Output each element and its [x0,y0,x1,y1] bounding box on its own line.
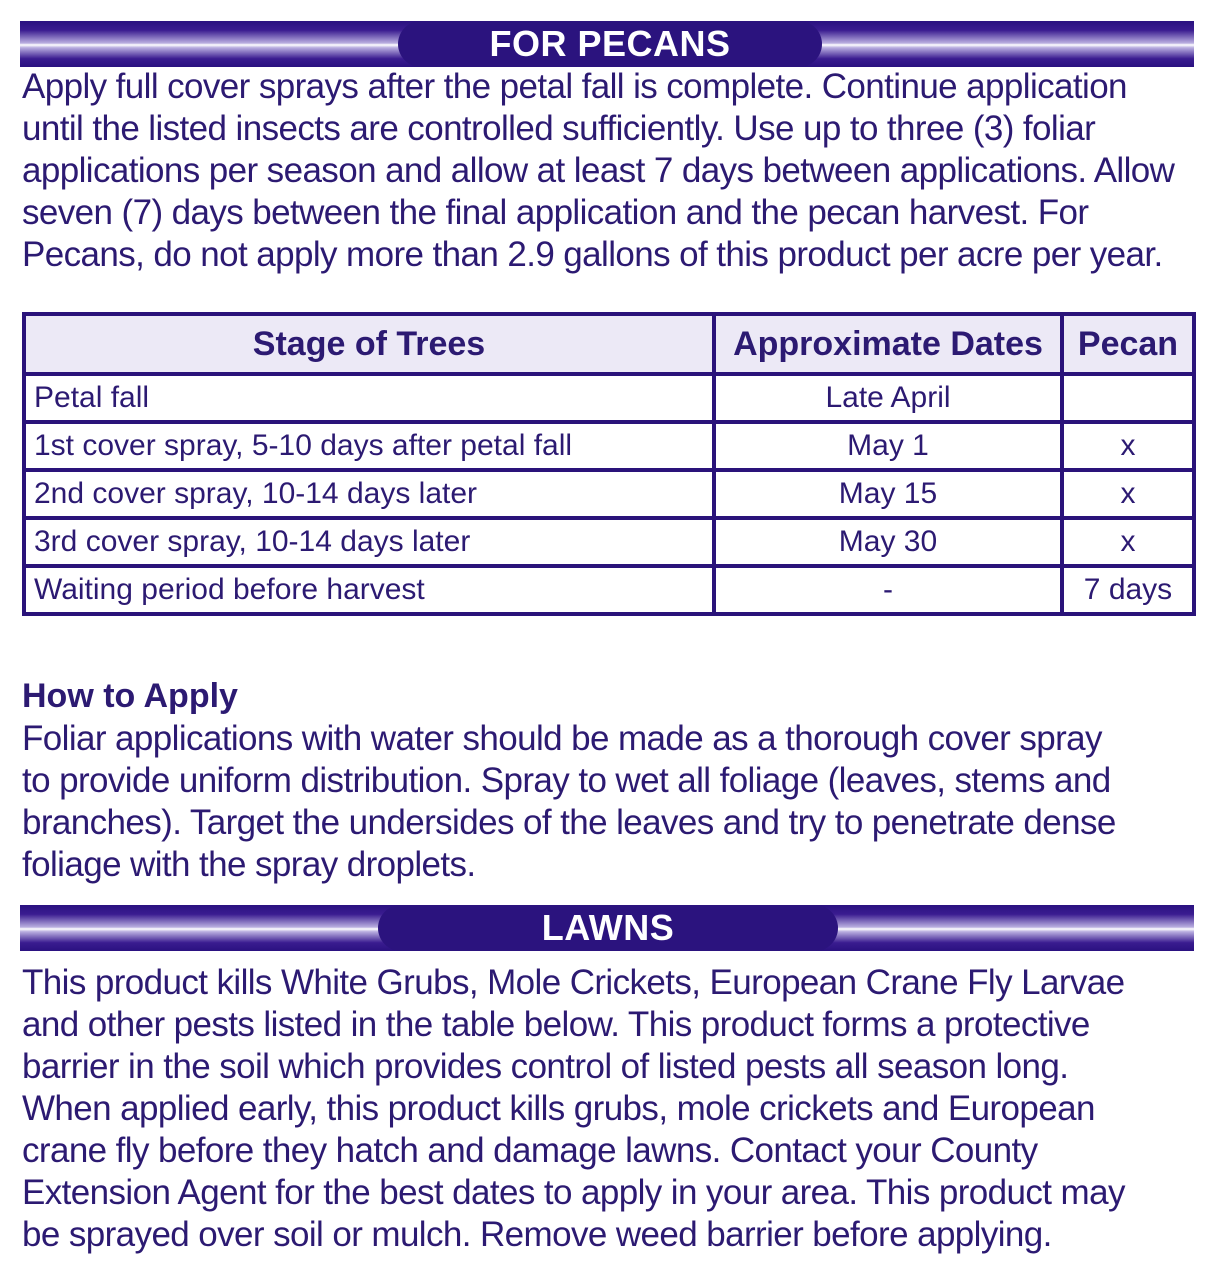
pecans-banner [20,21,1194,67]
stage-cell: 3rd cover spray, 10-14 days later [24,518,714,566]
how-to-apply-line: Foliar applications with water should be made as a thorough cover spray [22,719,1102,758]
how-to-apply-line: branches). Target the undersides of the leaves and try to penetrate dense [22,803,1116,842]
lawns-line: be sprayed over soil or mulch. Remove weed barrier before applying. [22,1215,1052,1254]
pecan-cell: x [1062,518,1194,566]
pecan-cell: x [1062,422,1194,470]
table-row [24,470,1194,518]
pecans-intro-paragraph [22,66,1197,276]
stage-cell: Petal fall [24,374,714,422]
pecans-intro-line: Pecans, do not apply more than 2.9 gallons of this product per acre per year. [22,235,1163,274]
pecans-intro-line: seven (7) days between the final application and the pecan harvest. For [22,193,1089,232]
date-cell: - [714,566,1062,614]
header-approximate-dates: Approximate Dates [714,314,1062,374]
pecans-banner-title: FOR PECANS [398,21,822,67]
lawns-line: This product kills White Grubs, Mole Crickets, European Crane Fly Larvae [22,963,1125,1002]
stage-table [22,312,1196,616]
date-cell: May 1 [714,422,1062,470]
table-header-row [24,314,1194,374]
stage-cell: 1st cover spray, 5-10 days after petal fall [24,422,714,470]
pecan-cell: x [1062,470,1194,518]
pecan-cell [1062,374,1194,422]
pecan-cell: 7 days [1062,566,1194,614]
lawns-banner-title: LAWNS [378,905,838,951]
stage-cell: Waiting period before harvest [24,566,714,614]
pecans-intro-line: until the listed insects are controlled sufficiently. Use up to three (3) foliar [22,109,1096,148]
how-to-apply-heading: How to Apply [22,677,238,715]
how-to-apply-line: to provide uniform distribution. Spray to wet all foliage (leaves, stems and [22,761,1111,800]
table-row [24,422,1194,470]
date-cell: May 30 [714,518,1062,566]
lawns-banner [20,905,1194,951]
lawns-line: When applied early, this product kills grubs, mole crickets and European [22,1089,1095,1128]
table-row [24,374,1194,422]
lawns-line: Extension Agent for the best dates to apply in your area. This product may [22,1173,1125,1212]
header-pecan: Pecan [1062,314,1194,374]
table-row [24,518,1194,566]
lawns-line: barrier in the soil which provides control of listed pests all season long. [22,1047,1069,1086]
date-cell: Late April [714,374,1062,422]
how-to-apply-line: foliage with the spray droplets. [22,845,476,884]
date-cell: May 15 [714,470,1062,518]
lawns-line: and other pests listed in the table below. This product forms a protective [22,1005,1090,1044]
header-stage-of-trees: Stage of Trees [24,314,714,374]
lawns-paragraph [22,962,1197,1256]
stage-cell: 2nd cover spray, 10-14 days later [24,470,714,518]
pecans-intro-line: applications per season and allow at least 7 days between applications. Allow [22,151,1175,190]
how-to-apply-paragraph [22,718,1197,886]
pecans-intro-line: Apply full cover sprays after the petal fall is complete. Continue application [22,67,1127,106]
lawns-line: crane fly before they hatch and damage lawns. Contact your County [22,1131,1038,1170]
table-row [24,566,1194,614]
